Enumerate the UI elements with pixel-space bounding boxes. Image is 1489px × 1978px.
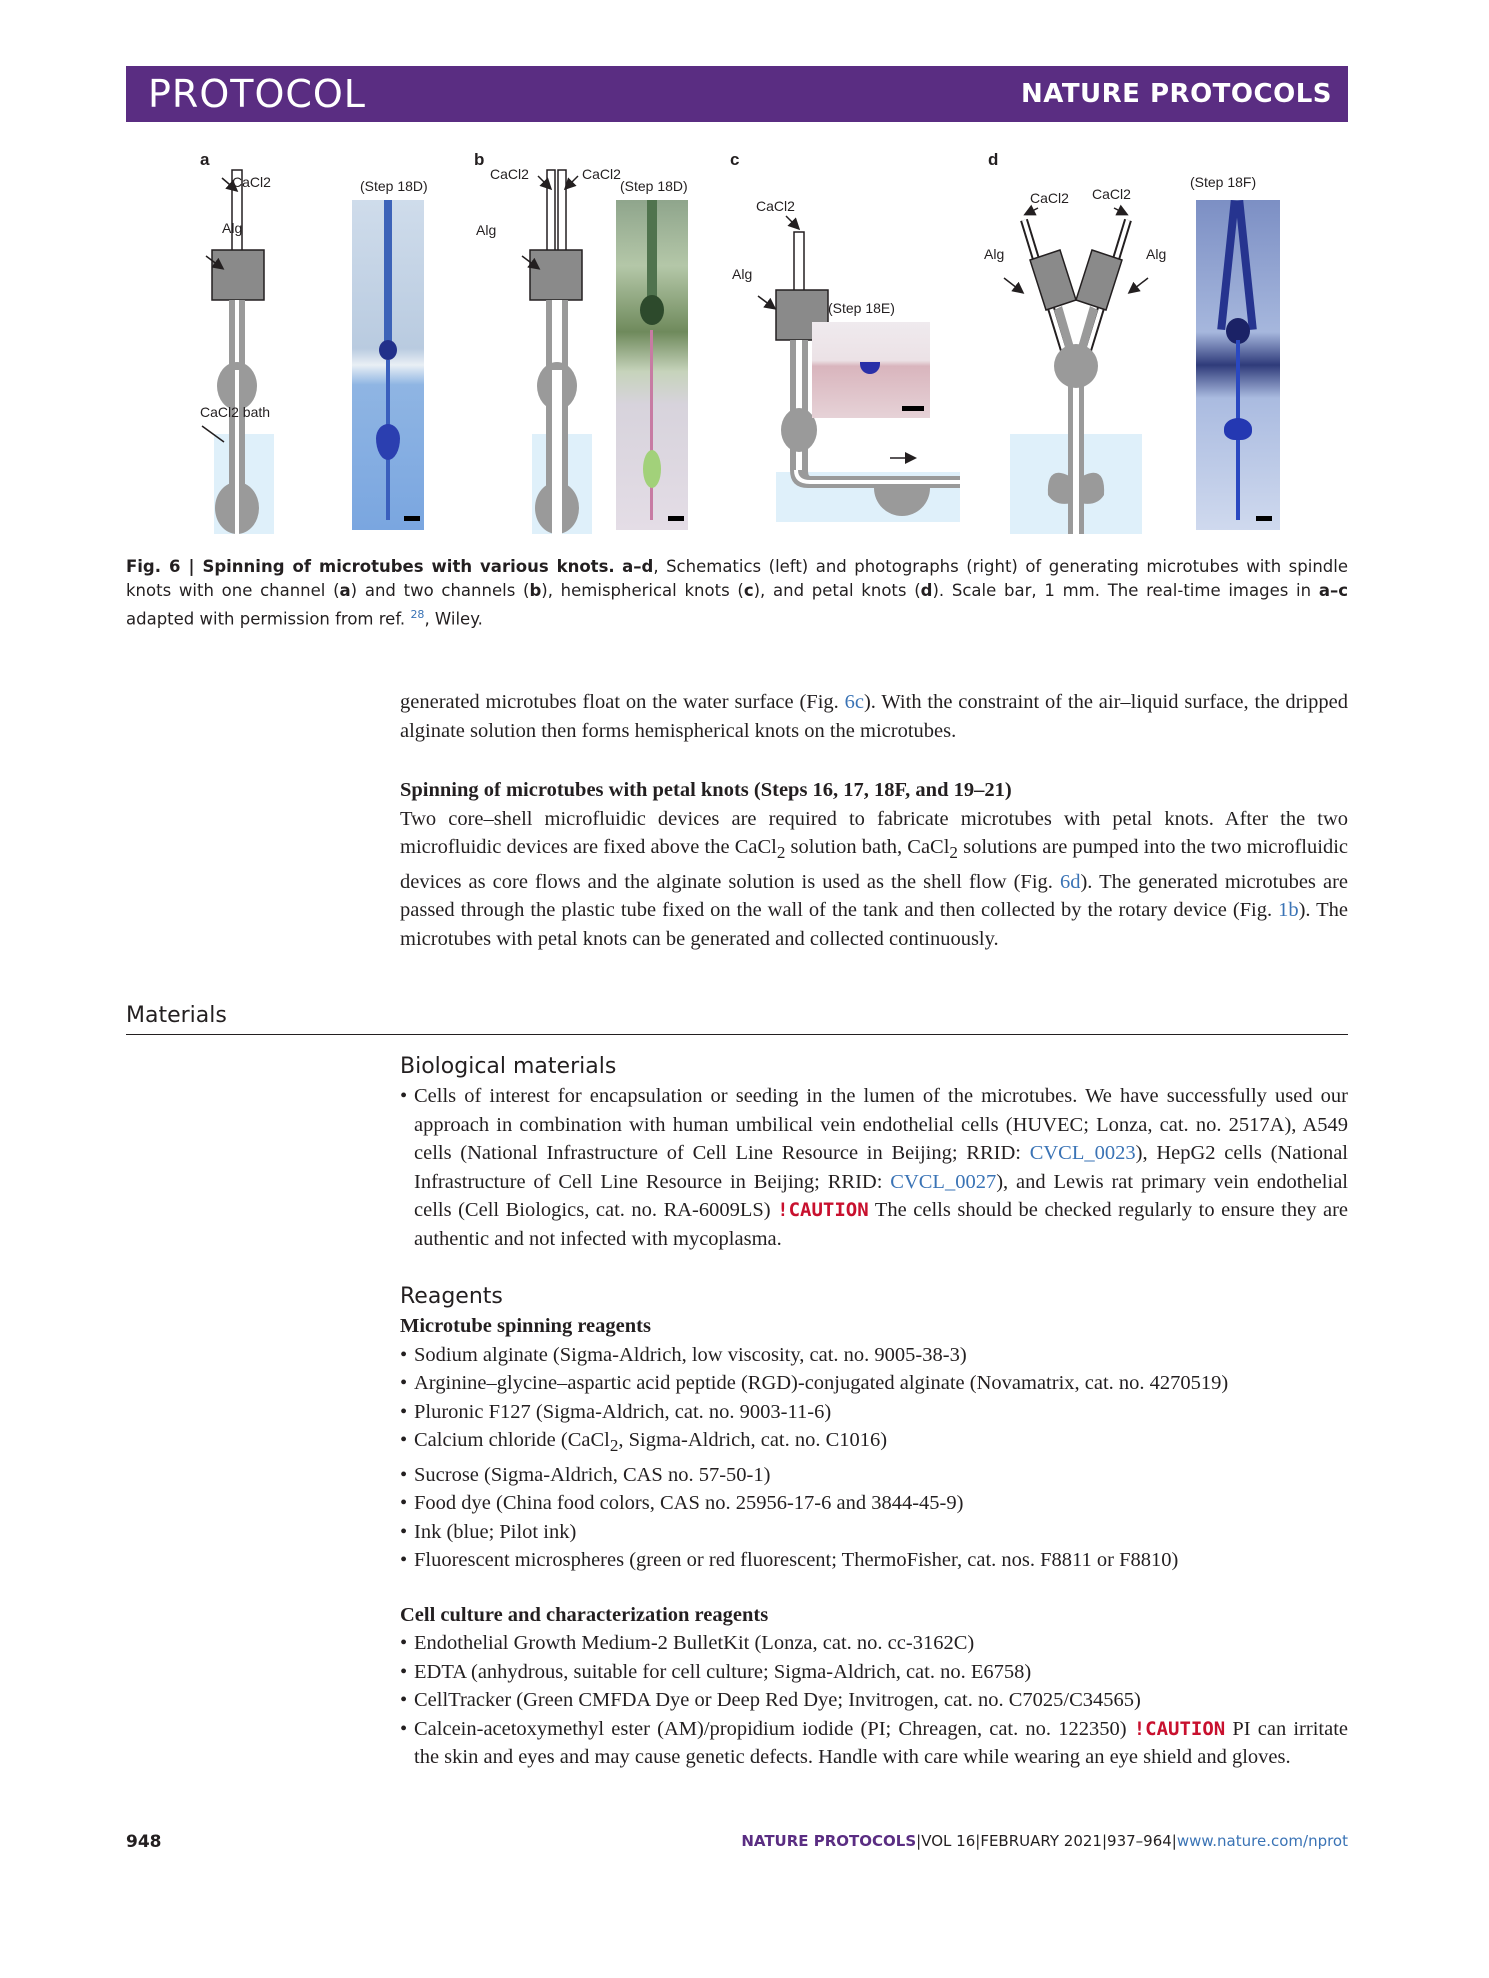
- biological-materials-heading: Biological materials: [400, 1054, 617, 1079]
- caption-text: ). Scale bar, 1 mm. The real-time images in: [932, 581, 1319, 600]
- list-item: • Fluorescent microspheres (green or red fluorescent; ThermoFisher, cat. nos. F8811 or F8810): [400, 1546, 1348, 1575]
- petal-text: Two core–shell microfluidic devices are required to fabricate microtubes with petal knots. After the two microfluidic devices are fixed above the CaCl: [400, 807, 1348, 858]
- photo-d: [1196, 200, 1280, 530]
- panel-letter-b: b: [474, 150, 485, 169]
- label-cacl2-b-left: CaCl2: [490, 166, 529, 182]
- panel-letter-d: d: [988, 150, 999, 169]
- fig-6d-link[interactable]: 6d: [1059, 870, 1081, 893]
- list-item: • Ink (blue; Pilot ink): [400, 1518, 1348, 1547]
- petal-text: ). The microtubes with petal knots can be generated and collected continuously.: [400, 899, 1349, 950]
- reagents-heading: Reagents: [400, 1284, 503, 1309]
- intro-paragraph: [400, 688, 1348, 745]
- label-alg-d-right: Alg: [1146, 246, 1167, 262]
- caption-text: ) and two channels (: [350, 581, 530, 600]
- petal-knots-heading: Spinning of microtubes with petal knots (Steps 16, 17, 18F, and 19–21): [400, 779, 1012, 801]
- page-number: 948: [126, 1832, 162, 1852]
- caption-ref-b: b: [529, 581, 542, 600]
- reagent-text: PI can irritate the skin and eyes and may cause genetic defects. Handle with care while wearing an eye shield and gloves.: [414, 1717, 1348, 1769]
- bio-text: ), HepG2 cells (National Infrastructure of Cell Line Resource in Beijing; RRID:: [414, 1142, 1348, 1193]
- caption-reference-link[interactable]: 28: [410, 608, 425, 621]
- label-cacl2-a: CaCl2: [232, 174, 271, 190]
- spinning-reagents-list: [400, 1341, 1348, 1575]
- biological-materials-section: [400, 1052, 1348, 1253]
- bio-text: ), and Lewis rat primary vein endothelial cells (Cell Biologics, cat. no. RA-6009LS): [414, 1170, 1348, 1221]
- list-item: [400, 1082, 1348, 1253]
- bio-text: The cells should be checked regularly to ensure they are authentic and not infected with mycoplasma.: [414, 1199, 1349, 1250]
- photo-c: [812, 322, 930, 418]
- label-step-18e: (Step 18E): [828, 300, 895, 316]
- label-cacl2-b-right: CaCl2: [582, 166, 621, 182]
- label-alg-b: Alg: [476, 222, 497, 238]
- header-banner: [126, 66, 1348, 122]
- petal-text: solution bath, CaCl: [785, 836, 950, 858]
- petal-knots-paragraph: [400, 805, 1348, 954]
- rrid-cvcl-0027-link[interactable]: CVCL_0027: [890, 1170, 997, 1193]
- caution-label: !CAUTION: [1133, 1717, 1226, 1740]
- label-step-18d-b: (Step 18D): [620, 178, 688, 194]
- figure-caption: [126, 555, 1348, 632]
- section-label: PROTOCOL: [148, 72, 366, 116]
- scale-bar-c: [902, 406, 924, 411]
- rrid-cvcl-0023-link[interactable]: CVCL_0023: [1029, 1142, 1136, 1164]
- bio-text: Cells of interest for encapsulation or seeding in the lumen of the microtubes. We have successfully used our approach in combination with human umbilical vein endothelial cells (HUVEC; Lonza, cat. no. 2517A), A549 cells (National Infrastructure of Cell Line Resource in Beijing; RRID:: [414, 1085, 1348, 1164]
- caption-ref-a: a: [339, 581, 351, 600]
- caption-ref-d: d: [920, 581, 933, 600]
- footer-pages: 937–964: [1107, 1832, 1172, 1850]
- caption-range-ac: a–c: [1318, 581, 1348, 600]
- scale-bar-d: [1256, 516, 1272, 521]
- caption-text: ), hemispherical knots (: [541, 581, 744, 600]
- subscript: 2: [776, 843, 786, 863]
- list-item: [400, 1715, 1348, 1772]
- list-item: • Pluronic F127 (Sigma-Aldrich, cat. no. 9003-11-6): [400, 1398, 1348, 1427]
- panel-letter-c: c: [730, 150, 740, 169]
- footer-separator: |: [1101, 1832, 1108, 1850]
- label-alg-a: Alg: [222, 220, 243, 236]
- footer-separator: |: [1171, 1832, 1177, 1850]
- list-item: • Food dye (China food colors, CAS no. 25956-17-6 and 3844-45-9): [400, 1489, 1348, 1518]
- caption-fig-id: Fig. 6 | Spinning of microtubes with various knots.: [126, 557, 615, 576]
- reagent-text: , Sigma-Aldrich, cat. no. C1016): [618, 1429, 888, 1451]
- footer-separator: |: [916, 1832, 922, 1850]
- reagent-text: Calcium chloride (CaCl: [414, 1429, 610, 1451]
- list-item: • Sucrose (Sigma-Aldrich, CAS no. 57-50-1): [400, 1461, 1348, 1490]
- materials-divider: [126, 1034, 1348, 1035]
- caption-text: ), and petal knots (: [753, 581, 921, 600]
- caption-text: , Wiley.: [424, 609, 483, 629]
- petal-text: ). The generated microtubes are passed through the plastic tube fixed on the wall of the tank and then collected by the rotary device (Fig.: [400, 870, 1348, 922]
- reagent-text: Calcein-acetoxymethyl ester (AM)/propidium iodide (PI; Chreagen, cat. no. 122350): [414, 1717, 1134, 1740]
- reagents-section: [400, 1282, 1348, 1772]
- footer-separator: |: [975, 1832, 981, 1850]
- caption-text: , Schematics (left) and photographs (right) of generating microtubes with spindle knots with one channel (: [126, 557, 1349, 600]
- culture-reagents-heading: Cell culture and characterization reagents: [400, 1603, 769, 1626]
- label-cacl2-d-left: CaCl2: [1030, 190, 1069, 206]
- petal-knots-section: [400, 776, 1348, 953]
- label-alg-d-left: Alg: [984, 246, 1005, 262]
- materials-heading: Materials: [126, 1003, 227, 1028]
- list-item: • CellTracker (Green CMFDA Dye or Deep Red Dye; Invitrogen, cat. no. C7025/C34565): [400, 1686, 1348, 1715]
- label-alg-c: Alg: [732, 266, 753, 282]
- footer-url-link[interactable]: www.nature.com/nprot: [1176, 1832, 1348, 1850]
- scale-bar-b: [668, 516, 684, 521]
- subscript: 2: [949, 843, 958, 863]
- label-cacl2-c: CaCl2: [756, 198, 795, 214]
- intro-text: ). With the constraint of the air–liquid surface, the dripped alginate solution then forms hemispherical knots on the microtubes.: [400, 691, 1349, 742]
- journal-name: NATURE PROTOCOLS: [1020, 79, 1332, 109]
- figure-schematics: [126, 150, 1348, 550]
- list-item: • Sodium alginate (Sigma-Aldrich, low viscosity, cat. no. 9005-38-3): [400, 1341, 1348, 1370]
- label-cacl2-bath: CaCl2 bath: [200, 404, 271, 420]
- label-step-18f: (Step 18F): [1190, 174, 1257, 190]
- label-cacl2-d-right: CaCl2: [1092, 186, 1131, 202]
- panel-letter-a: a: [200, 150, 210, 169]
- schematic-d: [1004, 208, 1148, 534]
- caption-panel-range: a–d: [622, 557, 654, 576]
- scale-bar-a: [404, 516, 420, 521]
- footer-volume: VOL 16: [921, 1832, 976, 1850]
- list-item: • Arginine–glycine–aspartic acid peptide (RGD)-conjugated alginate (Novamatrix, cat. no. 4270519): [400, 1369, 1348, 1398]
- intro-text: generated microtubes float on the water surface (Fig.: [400, 691, 845, 713]
- footer-citation: [741, 1832, 1348, 1850]
- footer-date: FEBRUARY 2021: [980, 1832, 1102, 1850]
- photo-a: [352, 200, 424, 530]
- culture-reagents-list: [400, 1629, 1348, 1772]
- figure-6: [126, 150, 1348, 550]
- spinning-reagents-heading: Microtube spinning reagents: [400, 1315, 651, 1337]
- fig-1b-link[interactable]: 1b: [1278, 899, 1299, 922]
- caption-text: adapted with permission from ref.: [126, 609, 411, 629]
- footer-journal: NATURE PROTOCOLS: [741, 1832, 917, 1850]
- list-item: [400, 1426, 1348, 1461]
- list-item: • EDTA (anhydrous, suitable for cell culture; Sigma-Aldrich, cat. no. E6758): [400, 1658, 1348, 1687]
- caption-ref-c: c: [743, 581, 754, 600]
- label-step-18d-a: (Step 18D): [360, 178, 428, 194]
- schematic-b: [522, 170, 592, 534]
- petal-text: solutions are pumped into the two microfluidic devices as core flows and the alginate solution is used as the shell flow (Fig.: [400, 836, 1348, 893]
- caution-label: !CAUTION: [777, 1199, 869, 1221]
- fig-6c-link[interactable]: 6c: [844, 691, 864, 713]
- subscript: 2: [609, 1436, 619, 1456]
- list-item: • Endothelial Growth Medium-2 BulletKit (Lonza, cat. no. cc-3162C): [400, 1629, 1348, 1658]
- photo-b: [616, 200, 688, 530]
- biological-materials-list: [400, 1082, 1348, 1253]
